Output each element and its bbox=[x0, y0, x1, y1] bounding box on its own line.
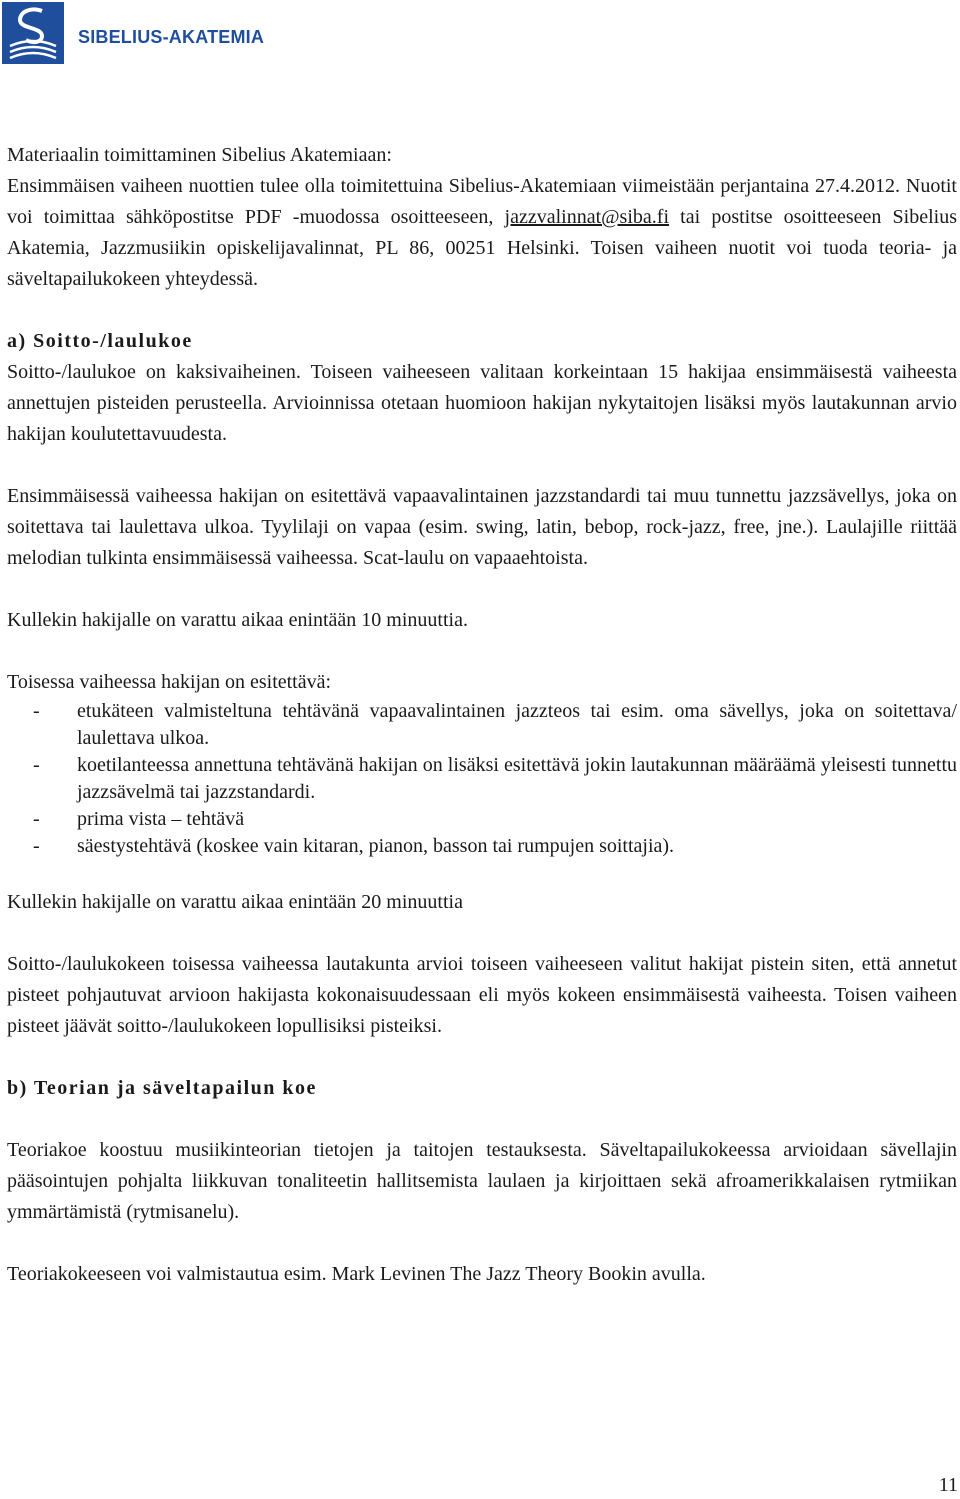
logo-text: SIBELIUS-AKATEMIA bbox=[78, 26, 265, 47]
list-item: - prima vista – tehtävä bbox=[7, 806, 957, 833]
page-number: 11 bbox=[938, 1474, 958, 1496]
header-logo bbox=[2, 2, 264, 64]
document-body bbox=[7, 140, 957, 1321]
section-a-paragraph-2: Ensimmäisessä vaiheessa hakijan on esitettävä vapaavalintainen jazzstandardi tai muu tunnettu jazzsävellys, joka on soitettava tai laulettava ulkoa. Tyylilaji on vapaa (esim. swing, latin, bebop, rock-jazz, free, jne.). Laulajille riittää melodian tulkinta ensimmäisessä vaiheessa. Scat-laulu on vapaaehtoista. bbox=[7, 485, 957, 569]
list-item: - koetilanteessa annettuna tehtävänä hakijan on lisäksi esitettävä jokin lautakunnan määräämä yleisesti tunnettu jazzsävelmä tai jazzstandardi. bbox=[7, 752, 957, 806]
delivery-lead: Materiaalin toimittaminen Sibelius Akatemiaan: bbox=[7, 144, 392, 166]
section-b-paragraph-1: Teoriakoe koostuu musiikinteorian tietojen ja taitojen testauksesta. Säveltapailukokeessa arvioidaan sävellajin pääsointujen pohjalta liikkuvan tonaliteetin hallitsemista laulaen ja kirjoittaen sekä afroamerikkalaisen rytmiikan ymmärtämistä (rytmisanelu). bbox=[7, 1139, 957, 1223]
sibelius-s-logo-icon bbox=[2, 2, 64, 64]
second-phase-intro: Toisessa vaiheessa hakijan on esitettävä: bbox=[7, 671, 332, 693]
list-item: - säestystehtävä (koskee vain kitaran, pianon, basson tai rumpujen soittajia). bbox=[7, 833, 957, 860]
list-item: - etukäteen valmisteltuna tehtävänä vapaavalintainen jazzteos tai esim. oma sävellys, joka on soitettava/ laulettava ulkoa. bbox=[7, 698, 957, 752]
section-b-paragraph-2: Teoriakokeeseen voi valmistautua esim. Mark Levinen The Jazz Theory Bookin avulla. bbox=[7, 1263, 706, 1285]
section-b-heading: b) Teorian ja säveltapailun koe bbox=[7, 1077, 317, 1099]
delivery-paragraph bbox=[7, 140, 957, 295]
delivery-text-1: Ensimmäisen vaiheen nuottien tulee olla toimitettuina Sibelius-Akatemiaan viimeistään perjantaina 27.4.2012. Nuotit voi toimittaa sähköpostitse PDF -muodossa osoitteeseen, bbox=[7, 175, 957, 228]
email-link[interactable]: jazzvalinnat@siba.fi bbox=[504, 206, 669, 228]
section-a-paragraph-4: Kullekin hakijalle on varattu aikaa enintään 20 minuuttia bbox=[7, 891, 463, 913]
section-a-paragraph-1: Soitto-/laulukoe on kaksivaiheinen. Toiseen vaiheeseen valitaan korkeintaan 15 hakijaa ensimmäisestä vaiheesta annettujen pisteiden perusteella. Arvioinnissa otetaan huomioon hakijan nykytaitojen lisäksi myös lautakunnan arvio hakijan koulutettavuudesta. bbox=[7, 361, 957, 445]
section-a-heading: a) Soitto-/laulukoe bbox=[7, 330, 193, 352]
section-a-paragraph-3: Kullekin hakijalle on varattu aikaa enintään 10 minuuttia. bbox=[7, 609, 468, 631]
delivery-text-2: tai postitse osoitteeseen Sibelius Akatemia, Jazzmusiikin opiskelijavalinnat, PL 86, 00251 Helsinki. Toisen vaiheen nuotit voi tuoda teoria- ja säveltapailukokeen yhteydessä. bbox=[7, 206, 957, 290]
section-a-paragraph-5: Soitto-/laulukokeen toisessa vaiheessa lautakunta arvioi toiseen vaiheeseen valitut hakijat pistein siten, että annetut pisteet pohjautuvat arvioon hakijasta kokonaisuudessaan eli myös kokeen ensimmäisestä vaiheesta. Toisen vaiheen pisteet jäävät soitto-/laulukokeen lopullisiksi pisteiksi. bbox=[7, 953, 957, 1037]
second-phase-list bbox=[7, 698, 957, 860]
